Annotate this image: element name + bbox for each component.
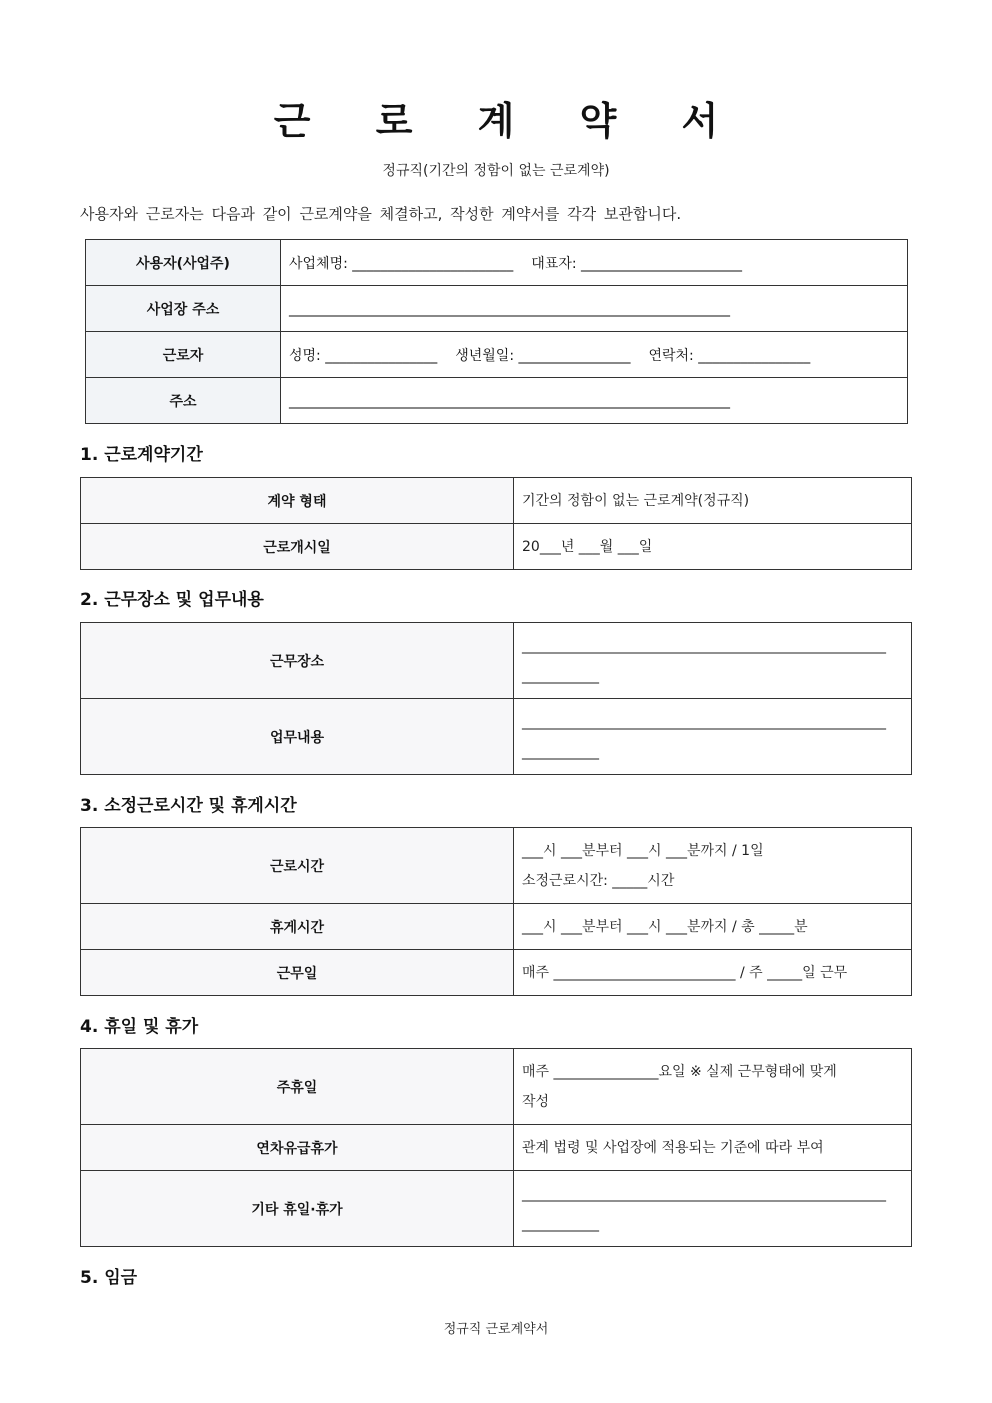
weekly-holiday-line-2: 작성	[522, 1093, 550, 1110]
table-row	[81, 699, 912, 775]
weekly-holiday-label: 주휴일	[81, 1049, 514, 1125]
rest-time-label: 휴게시간	[81, 904, 514, 950]
page-footer: 정규직 근로계약서	[443, 1322, 549, 1337]
employer-label: 사용자(사업주)	[86, 240, 281, 286]
start-date-label: 근로개시일	[81, 524, 514, 570]
workplace-line-1: ____________________________________________________	[522, 637, 886, 654]
table-row	[81, 904, 912, 950]
section-4-heading: 4. 휴일 및 휴가	[80, 1017, 199, 1037]
weekly-holiday-field[interactable]	[514, 1049, 912, 1125]
holidays-table	[80, 1048, 912, 1247]
duty-line-2: ___________	[522, 743, 599, 760]
duty-line-1: ____________________________________________________	[522, 713, 886, 730]
worker-birth-field[interactable]: 생년월일: ________________	[455, 347, 631, 364]
annual-leave-label: 연차유급휴가	[81, 1125, 514, 1171]
workplace-address-label: 사업장 주소	[86, 286, 281, 332]
table-row	[86, 240, 908, 286]
table-row	[81, 1125, 912, 1171]
other-leave-line-2: ___________	[522, 1215, 599, 1232]
work-hours-line-2: 소정근로시간: _____시간	[522, 872, 675, 889]
work-hours-line-1: ___시 ___분부터 ___시 ___분까지 / 1일	[522, 842, 764, 859]
other-leave-field[interactable]	[514, 1171, 912, 1247]
weekly-holiday-line-1: 매주 _______________요일 ※ 실제 근무형태에 맞게	[522, 1063, 837, 1080]
workplace-duty-table	[80, 622, 912, 775]
workplace-field[interactable]	[514, 623, 912, 699]
worker-value[interactable]	[281, 332, 908, 378]
table-row	[86, 378, 908, 424]
worker-contact-field[interactable]: 연락처: ________________	[648, 347, 811, 364]
other-leave-label: 기타 휴일·휴가	[81, 1171, 514, 1247]
home-address-label: 주소	[86, 378, 281, 424]
annual-leave-value: 관계 법령 및 사업장에 적용되는 기준에 따라 부여	[514, 1125, 912, 1171]
table-row	[86, 332, 908, 378]
document-title: 근 로 계 약 서	[273, 99, 745, 143]
employer-value[interactable]	[281, 240, 908, 286]
table-row	[81, 478, 912, 524]
contract-type-label: 계약 형태	[81, 478, 514, 524]
start-date-field[interactable]: 20___년 ___월 ___일	[514, 524, 912, 570]
contract-type-value: 기간의 정함이 없는 근로계약(정규직)	[514, 478, 912, 524]
table-row	[81, 1171, 912, 1247]
work-days-field[interactable]: 매주 __________________________ / 주 _____일 근무	[514, 950, 912, 996]
other-leave-line-1: ____________________________________________________	[522, 1185, 886, 1202]
party-info-table	[85, 239, 908, 424]
table-row	[81, 1049, 912, 1125]
section-1-heading: 1. 근로계약기간	[80, 445, 203, 465]
section-3-heading: 3. 소정근로시간 및 휴게시간	[80, 796, 297, 816]
table-row	[81, 623, 912, 699]
intro-text: 사용자와 근로자는 다음과 같이 근로계약을 체결하고, 작성한 계약서를 각각 보관합니다.	[80, 205, 682, 223]
work-hours-field[interactable]	[514, 828, 912, 904]
rest-time-field[interactable]: ___시 ___분부터 ___시 ___분까지 / 총 _____분	[514, 904, 912, 950]
section-5-heading: 5. 임금	[80, 1268, 138, 1288]
work-hours-label: 근로시간	[81, 828, 514, 904]
worker-label: 근로자	[86, 332, 281, 378]
table-row	[81, 950, 912, 996]
table-row	[81, 828, 912, 904]
home-address-field[interactable]: _______________________________________________________________	[281, 378, 908, 424]
working-hours-table	[80, 827, 912, 996]
duty-label: 업무내용	[81, 699, 514, 775]
business-name-field[interactable]: 사업체명: _______________________	[289, 255, 514, 272]
worker-name-field[interactable]: 성명: ________________	[289, 347, 438, 364]
duty-field[interactable]	[514, 699, 912, 775]
representative-field[interactable]: 대표자: _______________________	[531, 255, 743, 272]
table-row	[81, 524, 912, 570]
table-row	[86, 286, 908, 332]
workplace-label: 근무장소	[81, 623, 514, 699]
section-2-heading: 2. 근무장소 및 업무내용	[80, 590, 264, 610]
document-subtitle: 정규직(기간의 정함이 없는 근로계약)	[382, 163, 610, 179]
work-days-label: 근무일	[81, 950, 514, 996]
contract-period-table	[80, 477, 912, 570]
workplace-address-field[interactable]: _______________________________________________________________	[281, 286, 908, 332]
workplace-line-2: ___________	[522, 667, 599, 684]
